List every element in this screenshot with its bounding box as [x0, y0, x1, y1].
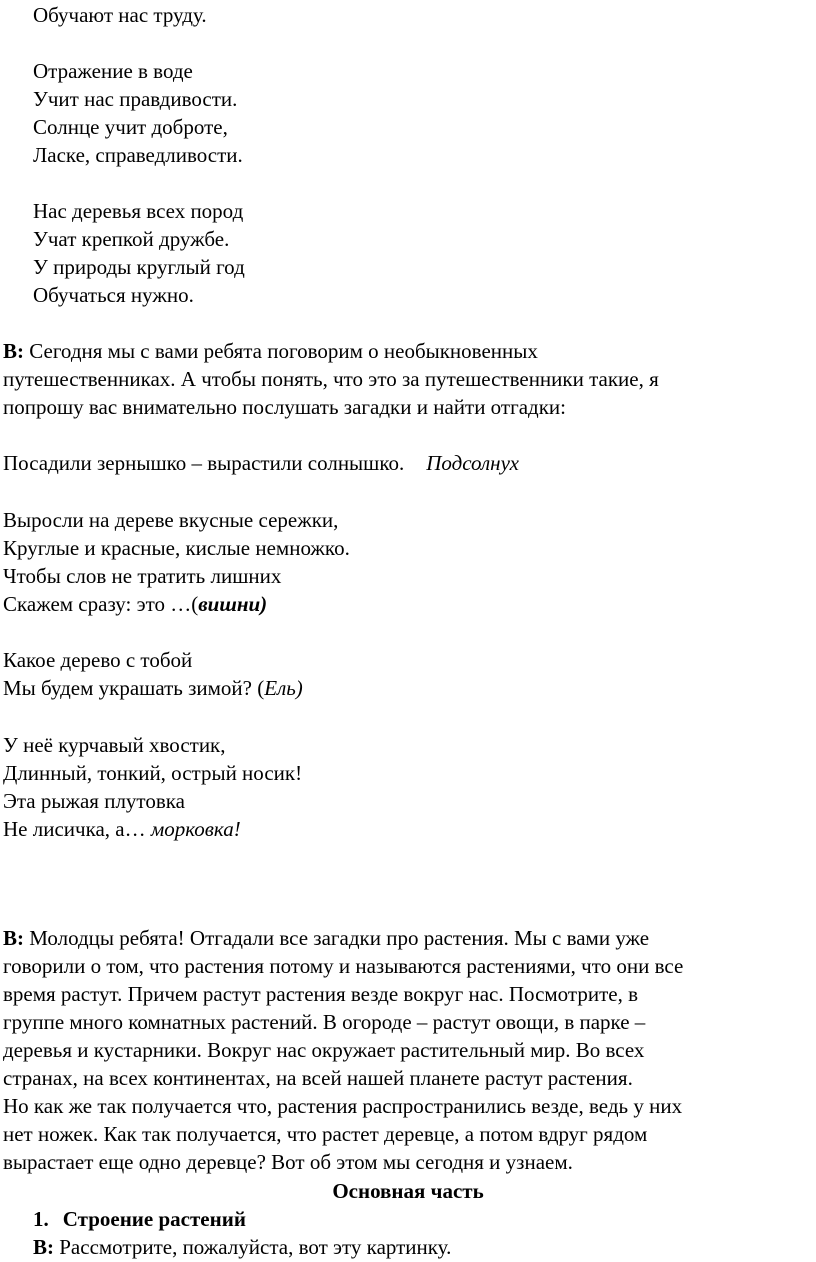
teacher-paragraph-line: говорили о том, что растения потому и называются растениями, что они все: [3, 954, 684, 978]
teacher-paragraph-line: группе много комнатных растений. В огороде – растут овощи, в парке –: [3, 1010, 646, 1034]
poem-line: Ласке, справедливости.: [33, 143, 243, 167]
riddle-answer: Подсолнух: [426, 451, 519, 475]
riddle-line: Эта рыжая плутовка: [3, 789, 185, 813]
teacher-paragraph-line: странах, на всех континентах, на всей нашей планете растут растения.: [3, 1066, 633, 1090]
poem-line: Обучаться нужно.: [33, 283, 194, 307]
poem-line: Обучают нас труду.: [33, 3, 207, 27]
teacher-paragraph-line: нет ножек. Как так получается, что растет деревце, а потом вдруг рядом: [3, 1122, 648, 1146]
list-number: 1.: [33, 1207, 49, 1231]
section-title: Основная часть: [332, 1179, 484, 1203]
riddle-line: У неё курчавый хвостик,: [3, 733, 226, 757]
speaker-label: В:: [33, 1235, 54, 1259]
poem-line: У природы круглый год: [33, 255, 245, 279]
teacher-paragraph-line: В: Рассмотрите, пожалуйста, вот эту картинку.: [33, 1235, 452, 1259]
intro-paragraph-line: попрошу вас внимательно послушать загадки и найти отгадки:: [3, 395, 566, 419]
subsection-heading: [33, 1205, 246, 1233]
teacher-paragraph-line: деревья и кустарники. Вокруг нас окружает растительный мир. Во всех: [3, 1038, 645, 1062]
poem-line: Учит нас правдивости.: [33, 87, 238, 111]
riddle-line: Чтобы слов не тратить лишних: [3, 564, 282, 588]
riddle-line: Скажем сразу: это …(вишни): [3, 592, 268, 616]
teacher-paragraph-line: Но как же так получается что, растения распространились везде, ведь у них: [3, 1094, 683, 1118]
riddle-answer: вишни): [198, 592, 268, 616]
poem-line: Нас деревья всех пород: [33, 199, 244, 223]
intro-paragraph-line: путешественниках. А чтобы понять, что это за путешественники такие, я: [3, 367, 659, 391]
teacher-paragraph-line: В: Молодцы ребята! Отгадали все загадки про растения. Мы с вами уже: [3, 926, 650, 950]
riddle-line: Посадили зернышко – вырастили солнышко. Подсолнух: [3, 451, 519, 475]
riddle-line: Какое дерево с тобой: [3, 648, 193, 672]
subsection-title: Строение растений: [62, 1207, 246, 1231]
riddle-line: Круглые и красные, кислые немножко.: [3, 536, 350, 560]
intro-paragraph-line: В: Сегодня мы с вами ребята поговорим о необыкновенных: [3, 339, 538, 363]
riddle-line: Длинный, тонкий, острый носик!: [3, 761, 303, 785]
poem-line: Учат крепкой дружбе.: [33, 227, 230, 251]
riddle-line: Мы будем украшать зимой? (Ель): [3, 676, 303, 700]
teacher-paragraph-line: время растут. Причем растут растения везде вокруг нас. Посмотрите, в: [3, 982, 638, 1006]
speaker-label: В:: [3, 339, 24, 363]
poem-line: Отражение в воде: [33, 59, 193, 83]
teacher-paragraph-line: вырастает еще одно деревце? Вот об этом мы сегодня и узнаем.: [3, 1150, 573, 1174]
poem-line: Солнце учит доброте,: [33, 115, 228, 139]
riddle-answer: морковка!: [150, 817, 241, 841]
riddle-line: Выросли на дереве вкусные сережки,: [3, 508, 339, 532]
riddle-answer: Ель): [264, 676, 303, 700]
riddle-line: Не лисичка, а… морковка!: [3, 817, 241, 841]
speaker-label: В:: [3, 926, 24, 950]
